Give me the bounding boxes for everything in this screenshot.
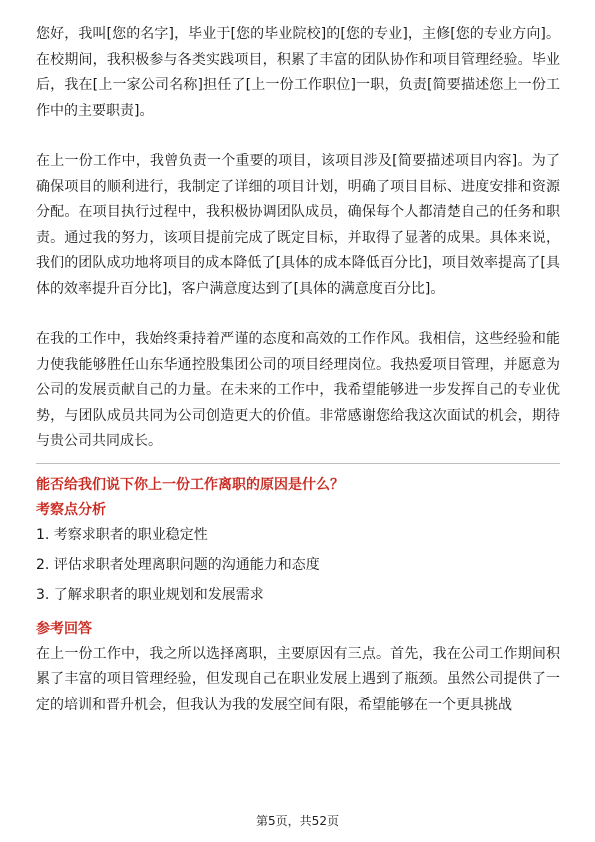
interview-question: 能否给我们说下你上一份工作离职的原因是什么？ xyxy=(36,476,344,493)
section-divider xyxy=(36,463,560,464)
analysis-list xyxy=(36,523,560,608)
answer-title: 参考回答 xyxy=(36,620,92,637)
list-item: 2. 评估求职者处理离职问题的沟通能力和态度 xyxy=(36,556,320,573)
analysis-title: 考察点分析 xyxy=(36,501,106,518)
list-item: 1. 考察求职者的职业稳定性 xyxy=(36,526,208,543)
intro-paragraph: 您好，我叫[您的名字]，毕业于[您的毕业院校]的[您的专业]，主修[您的专业方向]。在校期间，我积极参与各类实践项目，积累了丰富的团队协作和项目管理经验。毕业后，我在[上一家公司名称]担任了[上一份工作职位]一职，负责[简要描述您上一份工作中的主要职责]。 xyxy=(36,26,560,119)
closing-paragraph: 在我的工作中，我始终秉持着严谨的态度和高效的工作作风。我相信，这些经验和能力使我能够胜任山东华通控股集团公司的项目经理岗位。我热爱项目管理，并愿意为公司的发展贡献自己的力量。在未来的工作中，我希望能够进一步发挥自己的专业优势，与团队成员共同为公司创造更大的价值。非常感谢您给我这次面试的机会，期待与贵公司共同成长。 xyxy=(36,331,560,449)
project-paragraph: 在上一份工作中，我曾负责一个重要的项目，该项目涉及[简要描述项目内容]。为了确保项目的顺利进行，我制定了详细的项目计划，明确了项目目标、进度安排和资源分配。在项目执行过程中，我积极协调团队成员，确保每个人都清楚自己的任务和职责。通过我的努力，该项目提前完成了既定目标，并取得了显著的成果。具体来说，我们的团队成功地将项目的成本降低了[具体的成本降低百分比]，项目效率提高了[具体的效率提升百分比]，客户满意度达到了[具体的满意度百分比]。 xyxy=(36,153,560,297)
list-item: 3. 了解求职者的职业规划和发展需求 xyxy=(36,586,264,603)
page-content xyxy=(36,22,560,718)
answer-paragraph: 在上一份工作中，我之所以选择离职，主要原因有三点。首先，我在公司工作期间积累了丰富的项目管理经验，但发现自己在职业发展上遇到了瓶颈。虽然公司提供了一定的培训和晋升机会，但我认为我的发展空间有限，希望能够在一个更具挑战 xyxy=(36,645,560,713)
page-number: 第5页，共52页 xyxy=(256,814,339,828)
